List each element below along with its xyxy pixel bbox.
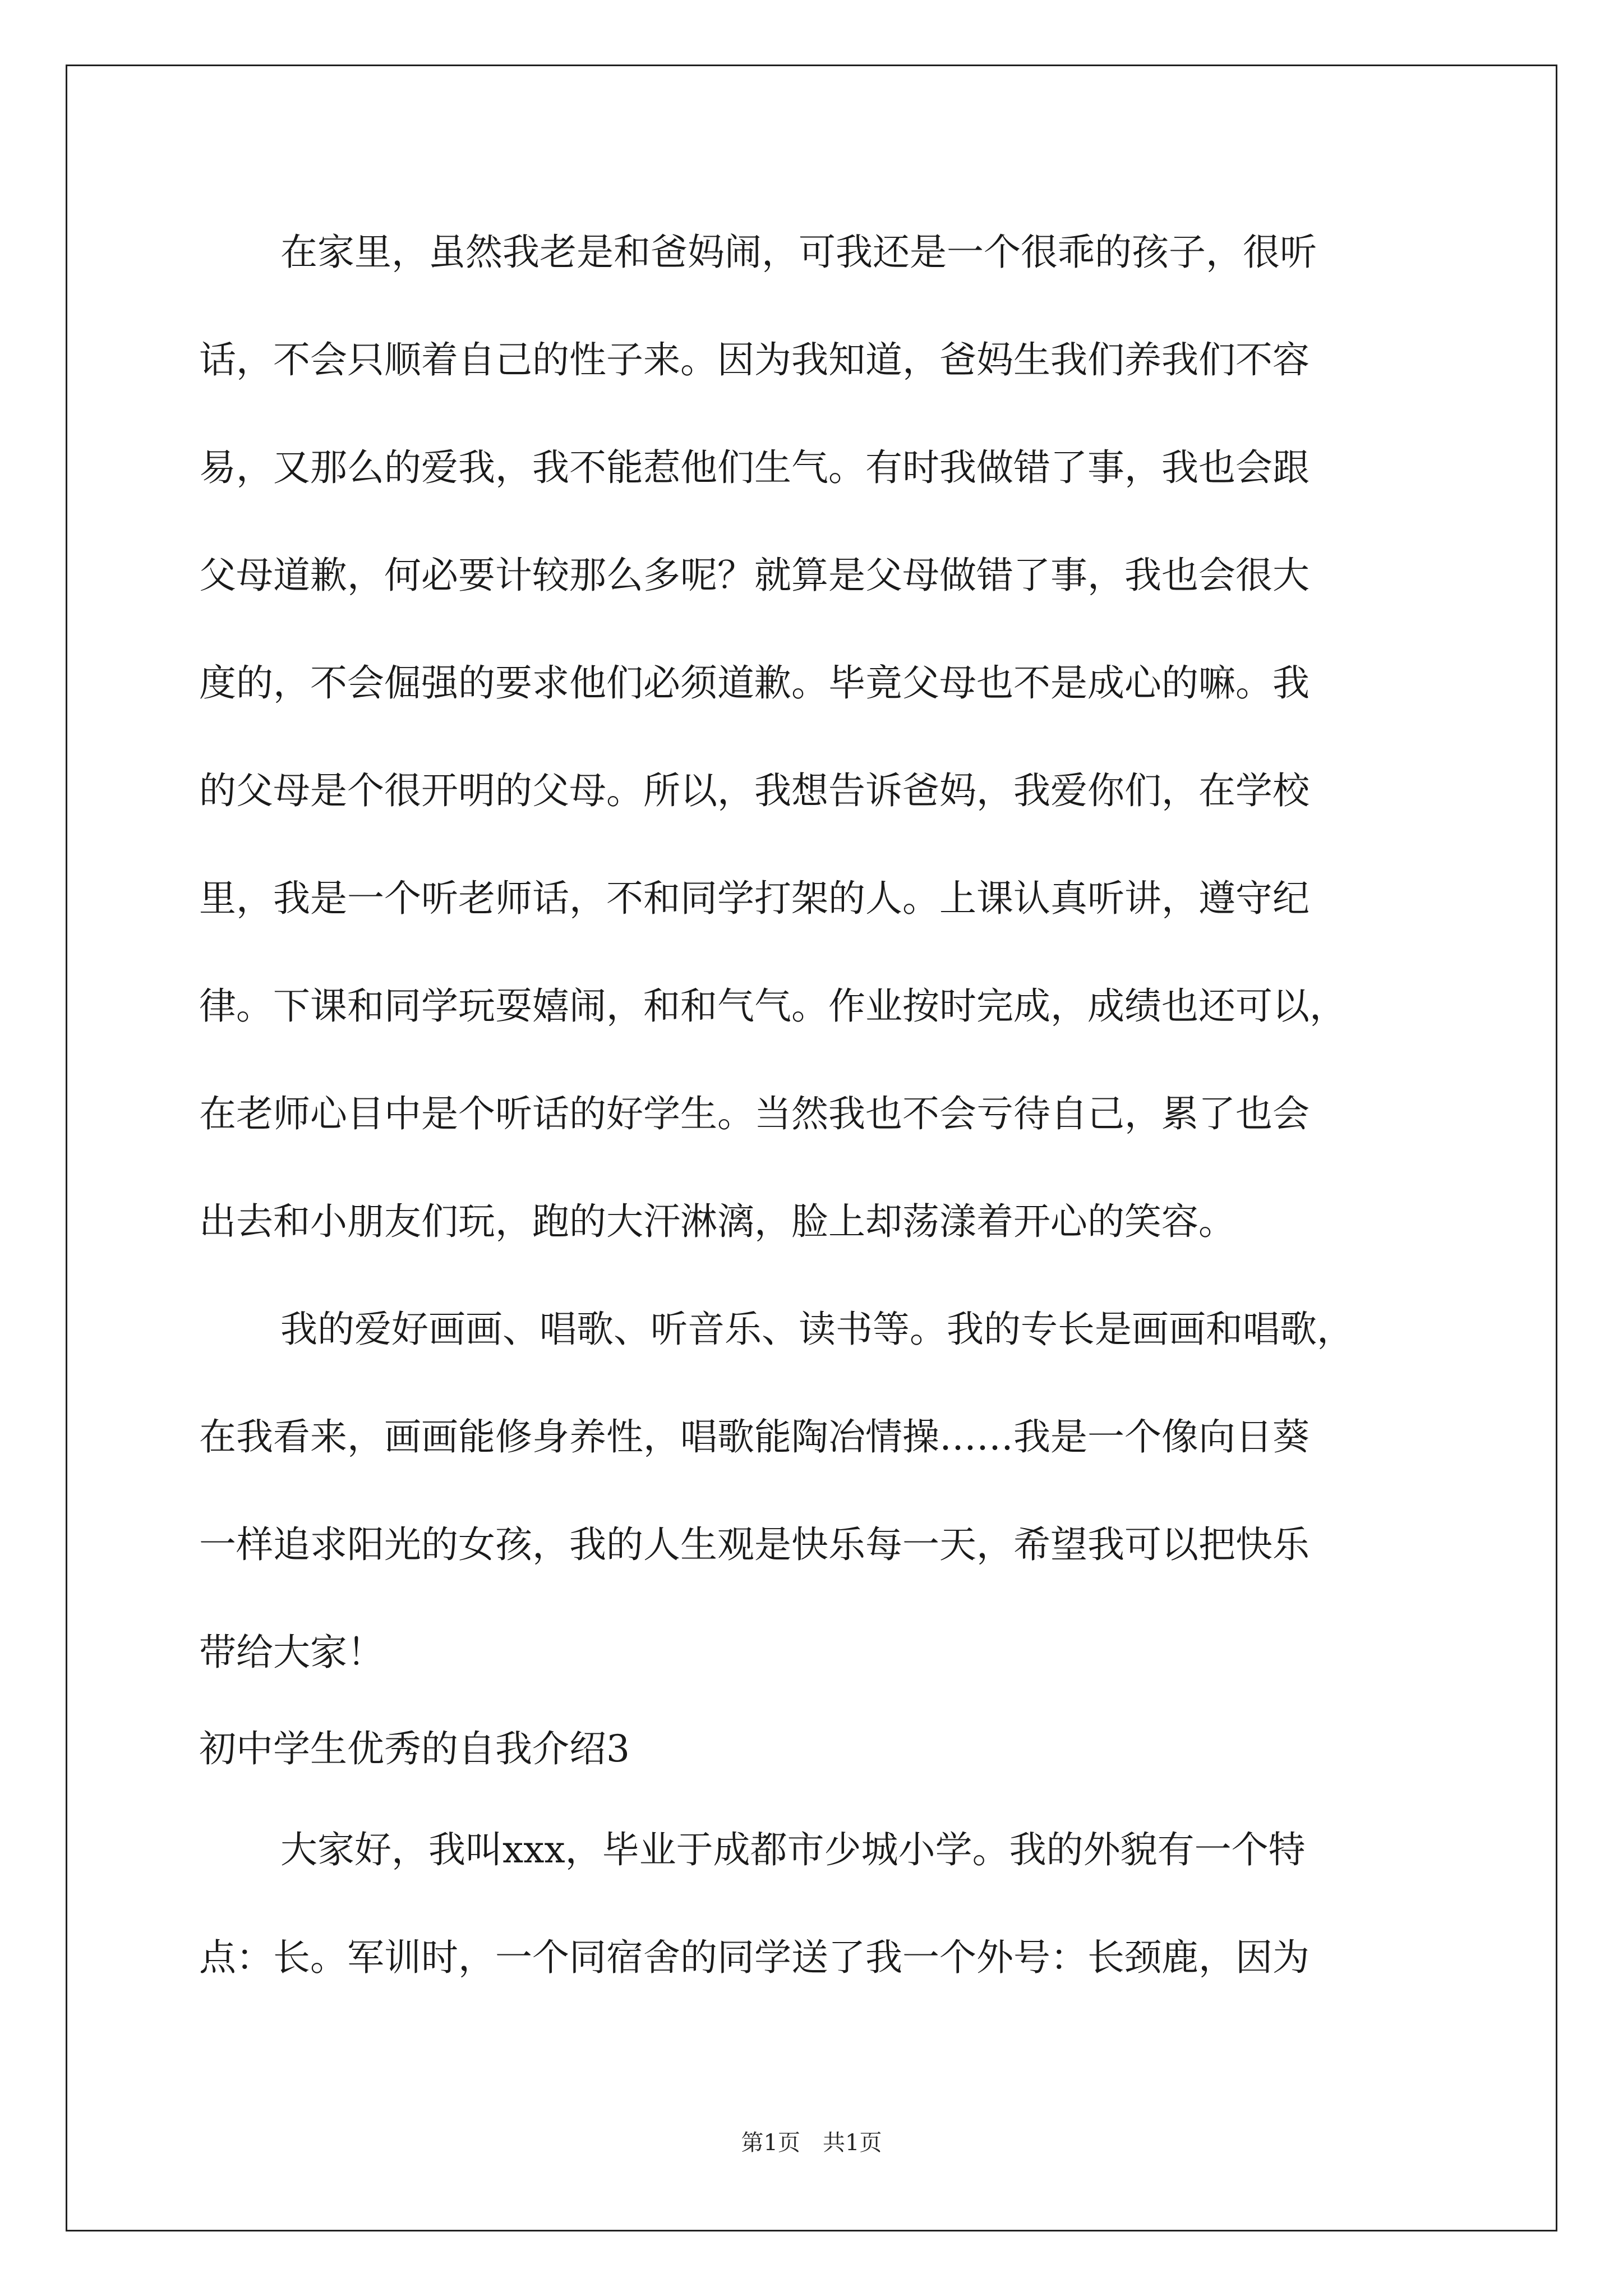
paragraph-line: 易，又那么的爱我，我不能惹他们生气。有时我做错了事，我也会跟 — [199, 446, 1310, 489]
page-border — [66, 65, 1557, 2231]
paragraph-line: 在我看来，画画能修身养性，唱歌能陶冶情操……我是一个像向日葵 — [199, 1415, 1310, 1458]
paragraph-line: 大家好，我叫xxx，毕业于成都市少城小学。我的外貌有一个特 — [280, 1828, 1306, 1871]
paragraph-line: 父母道歉，何必要计较那么多呢？就算是父母做错了事，我也会很大 — [199, 554, 1310, 597]
paragraph-line: 我的爱好画画、唱歌、听音乐、读书等。我的专长是画画和唱歌， — [280, 1308, 1354, 1351]
paragraph-line: 点：长。军训时，一个同宿舍的同学送了我一个外号：长颈鹿，因为 — [199, 1936, 1310, 1979]
paragraph-line: 带给大家！ — [199, 1631, 384, 1674]
paragraph-line: 律。下课和同学玩耍嬉闹，和和气气。作业按时完成，成绩也还可以， — [199, 984, 1347, 1028]
paragraph-line: 里，我是一个听老师话，不和同学打架的人。上课认真听讲，遵守纪 — [199, 877, 1310, 920]
section-heading: 初中学生优秀的自我介绍3 — [199, 1727, 630, 1770]
page-footer: 第1页 共1页 — [741, 2130, 882, 2156]
paragraph-line: 出去和小朋友们玩，跑的大汗淋漓，脸上却荡漾着开心的笑容。 — [199, 1200, 1235, 1243]
paragraph-line: 的父母是个很开明的父母。所以，我想告诉爸妈，我爱你们，在学校 — [199, 769, 1310, 812]
paragraph-line: 在老师心目中是个听话的好学生。当然我也不会亏待自己，累了也会 — [199, 1092, 1310, 1135]
paragraph-line: 度的，不会倔强的要求他们必须道歉。毕竟父母也不是成心的嘛。我 — [199, 661, 1310, 705]
paragraph-line: 在家里，虽然我老是和爸妈闹，可我还是一个很乖的孩子，很听 — [280, 231, 1317, 274]
paragraph-line: 话，不会只顺着自己的性子来。因为我知道，爸妈生我们养我们不容 — [199, 338, 1310, 381]
paragraph-line: 一样追求阳光的女孩，我的人生观是快乐每一天，希望我可以把快乐 — [199, 1523, 1310, 1566]
